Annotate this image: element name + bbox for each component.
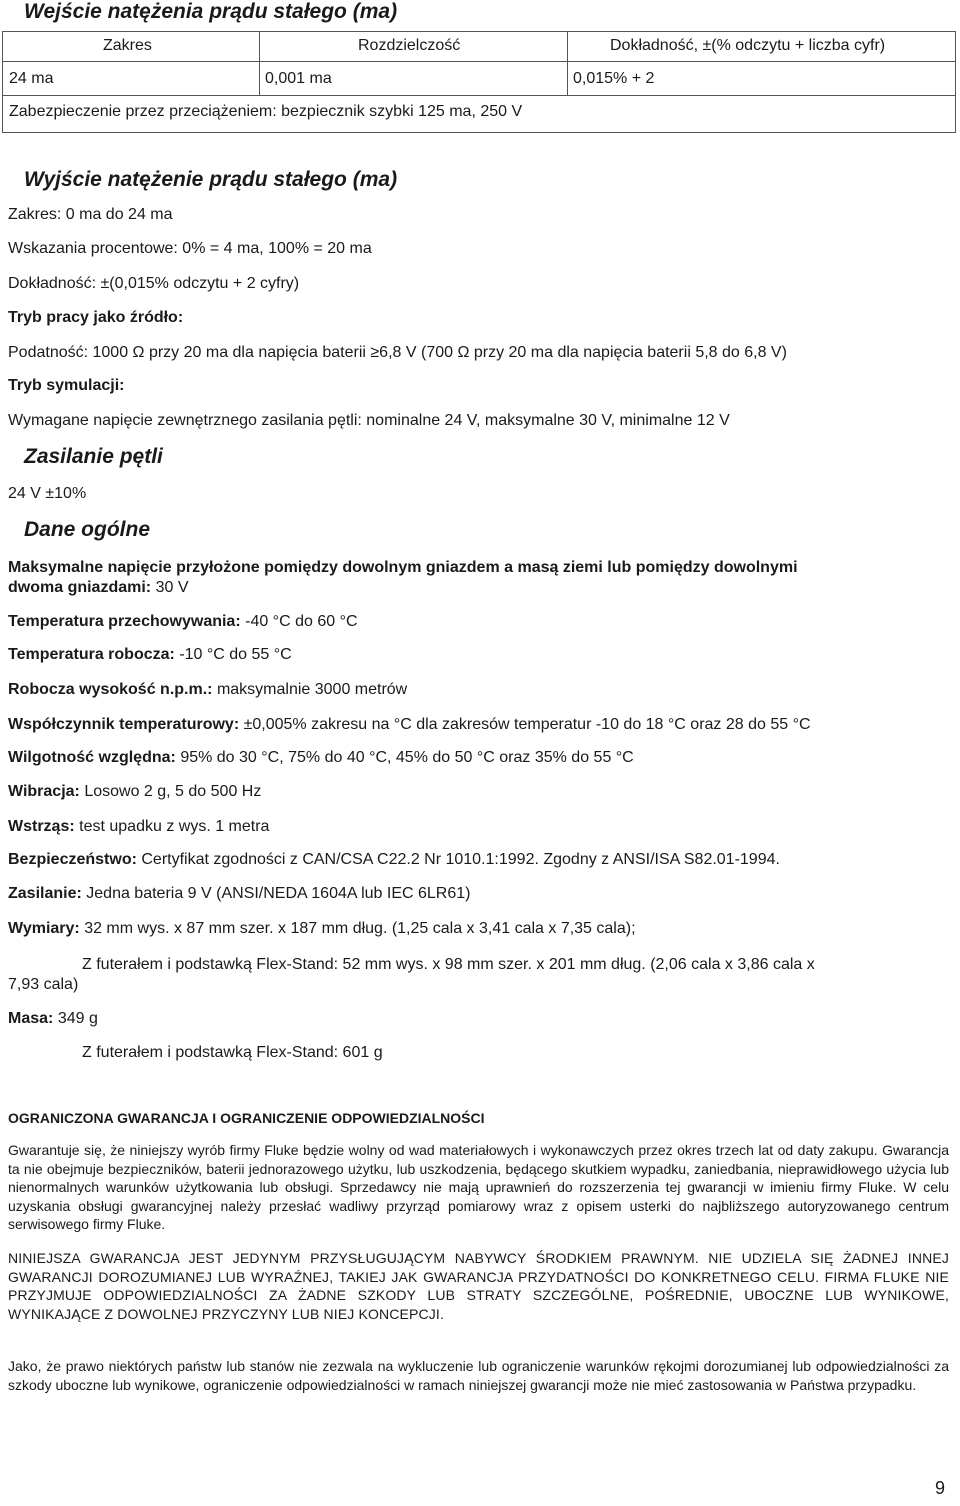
warranty-paragraph-2: NINIEJSZA GWARANCJA JEST JEDYNYM PRZYSŁUGUJĄCYM NABYWCY ŚRODKIEM PRAWNYM. NIE UDZIELA SIĘ ŻADNEJ INNEJ GWARANCJI DOROZUMIANEJ LUB WYRAŹNEJ, TAKIEJ JAK GWARANCJA PRZYDATNOŚCI DO KONKRETNEGO CELU. FIRMA FLUKE NIE PRZYJMUJE ODPOWIEDZIALNOŚCI ZA ŻADNE SZKODY LUB STRATY SZCZEGÓLNE, POŚREDNIE, UBOCZNE LUB WYNIKOWE, WYNIKAJĄCE Z DOWOLNEJ PRZYCZYNY LUB NIEJ KONCEPCJI. xyxy=(8,1250,949,1322)
temp-coef-label: Współczynnik temperaturowy: xyxy=(8,716,240,733)
max-voltage-line1 xyxy=(8,559,798,577)
section-title-dc-input: Wejście natężenia prądu stałego (ma) xyxy=(24,0,398,23)
mass-holster: Z futerałem i podstawką Flex-Stand: 601 g xyxy=(82,1044,383,1061)
source-mode-label xyxy=(8,309,183,327)
source-mode-label-text: Tryb pracy jako źródło: xyxy=(8,309,184,326)
temp-coef-value: ±0,005% zakresu na °C dla zakresów temperatur -10 do 18 °C oraz 28 do 55 °C xyxy=(243,716,811,733)
humidity-label: Wilgotność względna: xyxy=(8,749,176,766)
table-header-range: Zakres xyxy=(103,37,152,54)
table-cell-resolution: 0,001 ma xyxy=(265,70,332,87)
warranty-paragraph-1: Gwarantuje się, że niniejszy wyrób firmy Fluke będzie wolny od wad materiałowych i wykonawczych przez okres trzech lat od daty zakupu. Gwarancja ta nie obejmuje bezpieczników, baterii jednorazowego użytku, lub uszkodzenia, będącego skutkiem wypadku, zaniedbania, nieprawidłowego użycia lub nienormalnych warunków użytkowania lub obsługi. Sprzedawcy nie mają uprawnień do rozszerzenia tej gwarancji w imieniu firmy Fluke. W celu uzyskania obsługi gwarancyjnej należy przesłać wadliwy przyrząd pomiarowy wraz z opisem usterki do najbliższego autoryzowanego centrum serwisowego firmy Fluke. xyxy=(8,1142,949,1232)
output-accuracy: Dokładność: ±(0,015% odczytu + 2 cyfry) xyxy=(8,275,300,292)
sim-mode-text: Wymagane napięcie zewnętrznego zasilania pętli: nominalne 24 V, maksymalne 30 V, minimalne 12 V xyxy=(8,412,730,429)
table-divider xyxy=(567,32,568,95)
humidity-row xyxy=(8,749,634,767)
vibration-row xyxy=(8,783,261,801)
table-header-accuracy: Dokładność, ±(% odczytu + liczba cyfr) xyxy=(610,37,886,54)
shock-label: Wstrząs: xyxy=(8,818,75,835)
vibration-value: Losowo 2 g, 5 do 500 Hz xyxy=(84,783,262,800)
section-title-dc-output: Wyjście natężenie prądu stałego (ma) xyxy=(24,168,398,191)
warranty-paragraph-3: Jako, że prawo niektórych państw lub stanów nie zezwala na wykluczenie lub ograniczenie warunków rękojmi dorozumianej lub odpowiedzialności za szkody uboczne lub wynikowe, ograniczenie odpowiedzialności w ramach niniejszej gwarancji może nie mieć zastosowania w Państwa przypadku. xyxy=(8,1358,949,1393)
power-value: Jedna bateria 9 V (ANSI/NEDA 1604A lub IEC 6LR61) xyxy=(86,885,471,902)
warranty-title: OGRANICZONA GWARANCJA I OGRANICZENIE ODPOWIEDZIALNOŚCI xyxy=(8,1110,485,1126)
dims-holster-line1: Z futerałem i podstawką Flex-Stand: 52 mm wys. x 98 mm szer. x 201 mm dług. (2,06 cala x 3,86 cala x xyxy=(82,956,815,973)
output-compliance: Podatność: 1000 Ω przy 20 ma dla napięcia baterii ≥6,8 V (700 Ω przy 20 ma dla napięcia baterii 5,8 do 6,8 V) xyxy=(8,344,787,361)
dims-holster-line2: 7,93 cala) xyxy=(8,976,79,993)
storage-temp-row xyxy=(8,613,358,631)
power-row xyxy=(8,885,470,903)
max-voltage-line2 xyxy=(8,579,189,597)
dims-value: 32 mm wys. x 87 mm szer. x 187 mm dług. (1,25 cala x 3,41 cala x 7,35 cala); xyxy=(84,920,636,937)
table-header-resolution: Rozdzielczość xyxy=(358,37,461,54)
humidity-value: 95% do 30 °C, 75% do 40 °C, 45% do 50 °C oraz 35% do 55 °C xyxy=(180,749,634,766)
safety-value: Certyfikat zgodności z CAN/CSA C22.2 Nr 1010.1:1992. Zgodny z ANSI/ISA S82.01-1994. xyxy=(141,851,780,868)
power-label: Zasilanie: xyxy=(8,885,82,902)
dims-label: Wymiary: xyxy=(8,920,80,937)
table-divider xyxy=(3,61,955,62)
table-divider xyxy=(3,95,955,96)
sim-mode-label-text: Tryb symulacji: xyxy=(8,377,125,394)
shock-row xyxy=(8,818,269,836)
altitude-label: Robocza wysokość n.p.m.: xyxy=(8,681,213,698)
mass-row xyxy=(8,1010,98,1028)
table-cell-range: 24 ma xyxy=(9,70,54,87)
altitude-row xyxy=(8,681,407,699)
section-title-general: Dane ogólne xyxy=(24,518,151,541)
shock-value: test upadku z wys. 1 metra xyxy=(79,818,270,835)
dims-row xyxy=(8,920,636,938)
storage-temp-value: -40 °C do 60 °C xyxy=(245,613,358,630)
output-range: Zakres: 0 ma do 24 ma xyxy=(8,206,173,223)
loop-power-value: 24 V ±10% xyxy=(8,485,87,502)
operating-temp-label: Temperatura robocza: xyxy=(8,646,175,663)
operating-temp-row xyxy=(8,646,292,664)
table-divider xyxy=(259,32,260,95)
page-number: 9 xyxy=(935,1478,946,1498)
max-voltage-value: 30 V xyxy=(155,579,189,596)
temp-coef-row xyxy=(8,716,811,734)
storage-temp-label: Temperatura przechowywania: xyxy=(8,613,241,630)
altitude-value: maksymalnie 3000 metrów xyxy=(216,681,408,698)
max-voltage-label-part1: Maksymalne napięcie przyłożone pomiędzy dowolnym gniazdem a masą ziemi lub pomiędzy dowolnymi xyxy=(8,559,798,576)
operating-temp-value: -10 °C do 55 °C xyxy=(179,646,292,663)
section-title-loop-power: Zasilanie pętli xyxy=(24,445,163,468)
sim-mode-label xyxy=(8,377,125,395)
spec-table xyxy=(2,31,956,133)
table-protection-note: Zabezpieczenie przez przeciążeniem: bezpiecznik szybki 125 ma, 250 V xyxy=(9,103,523,120)
mass-value: 349 g xyxy=(57,1010,98,1027)
output-percent: Wskazania procentowe: 0% = 4 ma, 100% = 20 ma xyxy=(8,240,372,257)
max-voltage-label-part2: dwoma gniazdami: xyxy=(8,579,152,596)
mass-label: Masa: xyxy=(8,1010,54,1027)
vibration-label: Wibracja: xyxy=(8,783,80,800)
safety-label: Bezpieczeństwo: xyxy=(8,851,137,868)
safety-row xyxy=(8,851,780,869)
table-cell-accuracy: 0,015% + 2 xyxy=(573,70,655,87)
